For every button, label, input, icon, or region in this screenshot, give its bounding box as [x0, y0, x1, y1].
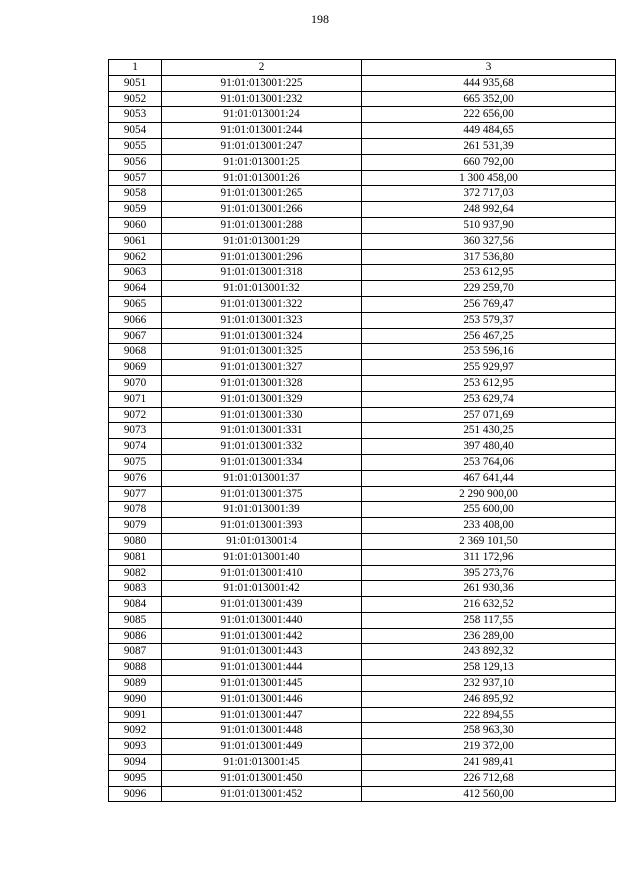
- value-cell: 2 290 900,00: [362, 486, 616, 502]
- value-cell: 449 484,65: [362, 123, 616, 139]
- value-cell: 317 536,80: [362, 249, 616, 265]
- cadastral-number-cell: 91:01:013001:329: [162, 391, 362, 407]
- table-row: [109, 691, 616, 707]
- value-cell: 256 769,47: [362, 296, 616, 312]
- column-header-2: 2: [162, 60, 362, 76]
- value-cell: 222 656,00: [362, 107, 616, 123]
- value-cell: 397 480,40: [362, 439, 616, 455]
- cadastral-number-cell: 91:01:013001:328: [162, 375, 362, 391]
- table-row: [109, 454, 616, 470]
- cadastral-number-cell: 91:01:013001:288: [162, 217, 362, 233]
- cadastral-number-cell: 91:01:013001:244: [162, 123, 362, 139]
- cadastral-number-cell: 91:01:013001:452: [162, 786, 362, 802]
- table-row: [109, 123, 616, 139]
- value-cell: 248 992,64: [362, 202, 616, 218]
- value-cell: 2 369 101,50: [362, 533, 616, 549]
- cadastral-number-cell: 91:01:013001:324: [162, 328, 362, 344]
- cadastral-number-cell: 91:01:013001:39: [162, 502, 362, 518]
- cadastral-number-cell: 91:01:013001:232: [162, 91, 362, 107]
- table-row: [109, 470, 616, 486]
- value-cell: 467 641,44: [362, 470, 616, 486]
- row-number-cell: 9073: [109, 423, 162, 439]
- table-row: [109, 739, 616, 755]
- row-number-cell: 9063: [109, 265, 162, 281]
- value-cell: 412 560,00: [362, 786, 616, 802]
- row-number-cell: 9067: [109, 328, 162, 344]
- row-number-cell: 9059: [109, 202, 162, 218]
- value-cell: 253 629,74: [362, 391, 616, 407]
- registry-table-body: [109, 60, 616, 802]
- table-row: [109, 281, 616, 297]
- cadastral-number-cell: 91:01:013001:449: [162, 739, 362, 755]
- cadastral-number-cell: 91:01:013001:327: [162, 360, 362, 376]
- row-number-cell: 9082: [109, 565, 162, 581]
- value-cell: 241 989,41: [362, 755, 616, 771]
- cadastral-number-cell: 91:01:013001:37: [162, 470, 362, 486]
- row-number-cell: 9087: [109, 644, 162, 660]
- row-number-cell: 9080: [109, 533, 162, 549]
- row-number-cell: 9071: [109, 391, 162, 407]
- row-number-cell: 9072: [109, 407, 162, 423]
- row-number-cell: 9056: [109, 154, 162, 170]
- value-cell: 258 963,30: [362, 723, 616, 739]
- table-row: [109, 217, 616, 233]
- value-cell: 372 717,03: [362, 186, 616, 202]
- value-cell: 236 289,00: [362, 628, 616, 644]
- value-cell: 256 467,25: [362, 328, 616, 344]
- cadastral-number-cell: 91:01:013001:225: [162, 75, 362, 91]
- row-number-cell: 9093: [109, 739, 162, 755]
- value-cell: 253 579,37: [362, 312, 616, 328]
- table-row: [109, 312, 616, 328]
- cadastral-number-cell: 91:01:013001:42: [162, 581, 362, 597]
- table-row: [109, 360, 616, 376]
- cadastral-number-cell: 91:01:013001:296: [162, 249, 362, 265]
- table-row: [109, 138, 616, 154]
- cadastral-number-cell: 91:01:013001:375: [162, 486, 362, 502]
- cadastral-number-cell: 91:01:013001:439: [162, 597, 362, 613]
- value-cell: 253 612,95: [362, 375, 616, 391]
- cadastral-number-cell: 91:01:013001:332: [162, 439, 362, 455]
- table-row: [109, 233, 616, 249]
- row-number-cell: 9061: [109, 233, 162, 249]
- cadastral-number-cell: 91:01:013001:450: [162, 770, 362, 786]
- cadastral-number-cell: 91:01:013001:318: [162, 265, 362, 281]
- row-number-cell: 9091: [109, 707, 162, 723]
- table-row: [109, 375, 616, 391]
- cadastral-number-cell: 91:01:013001:26: [162, 170, 362, 186]
- table-row: [109, 296, 616, 312]
- cadastral-number-cell: 91:01:013001:440: [162, 612, 362, 628]
- value-cell: 251 430,25: [362, 423, 616, 439]
- row-number-cell: 9054: [109, 123, 162, 139]
- cadastral-number-cell: 91:01:013001:25: [162, 154, 362, 170]
- cadastral-number-cell: 91:01:013001:45: [162, 755, 362, 771]
- value-cell: 261 930,36: [362, 581, 616, 597]
- cadastral-number-cell: 91:01:013001:4: [162, 533, 362, 549]
- value-cell: 1 300 458,00: [362, 170, 616, 186]
- value-cell: 226 712,68: [362, 770, 616, 786]
- row-number-cell: 9092: [109, 723, 162, 739]
- table-row: [109, 423, 616, 439]
- table-row: [109, 202, 616, 218]
- value-cell: 395 273,76: [362, 565, 616, 581]
- row-number-cell: 9060: [109, 217, 162, 233]
- cadastral-number-cell: 91:01:013001:442: [162, 628, 362, 644]
- cadastral-number-cell: 91:01:013001:40: [162, 549, 362, 565]
- table-row: [109, 628, 616, 644]
- row-number-cell: 9089: [109, 676, 162, 692]
- cadastral-number-cell: 91:01:013001:29: [162, 233, 362, 249]
- row-number-cell: 9065: [109, 296, 162, 312]
- cadastral-number-cell: 91:01:013001:322: [162, 296, 362, 312]
- table-row: [109, 407, 616, 423]
- table-row: [109, 249, 616, 265]
- table-row: [109, 723, 616, 739]
- row-number-cell: 9088: [109, 660, 162, 676]
- value-cell: 253 596,16: [362, 344, 616, 360]
- row-number-cell: 9057: [109, 170, 162, 186]
- table-row: [109, 707, 616, 723]
- value-cell: 232 937,10: [362, 676, 616, 692]
- cadastral-number-cell: 91:01:013001:334: [162, 454, 362, 470]
- table-row: [109, 344, 616, 360]
- cadastral-number-cell: 91:01:013001:443: [162, 644, 362, 660]
- row-number-cell: 9077: [109, 486, 162, 502]
- table-row: [109, 75, 616, 91]
- value-cell: 311 172,96: [362, 549, 616, 565]
- table-row: [109, 565, 616, 581]
- row-number-cell: 9066: [109, 312, 162, 328]
- cadastral-number-cell: 91:01:013001:265: [162, 186, 362, 202]
- value-cell: 258 117,55: [362, 612, 616, 628]
- value-cell: 255 929,97: [362, 360, 616, 376]
- table-row: [109, 644, 616, 660]
- table-row: [109, 549, 616, 565]
- row-number-cell: 9094: [109, 755, 162, 771]
- value-cell: 229 259,70: [362, 281, 616, 297]
- value-cell: 255 600,00: [362, 502, 616, 518]
- table-row: [109, 676, 616, 692]
- table-row: [109, 391, 616, 407]
- cadastral-number-cell: 91:01:013001:445: [162, 676, 362, 692]
- value-cell: 216 632,52: [362, 597, 616, 613]
- value-cell: 258 129,13: [362, 660, 616, 676]
- row-number-cell: 9074: [109, 439, 162, 455]
- table-row: [109, 597, 616, 613]
- row-number-cell: 9070: [109, 375, 162, 391]
- row-number-cell: 9085: [109, 612, 162, 628]
- cadastral-number-cell: 91:01:013001:325: [162, 344, 362, 360]
- value-cell: 222 894,55: [362, 707, 616, 723]
- row-number-cell: 9052: [109, 91, 162, 107]
- cadastral-number-cell: 91:01:013001:330: [162, 407, 362, 423]
- table-row: [109, 755, 616, 771]
- value-cell: 444 935,68: [362, 75, 616, 91]
- table-row: [109, 186, 616, 202]
- row-number-cell: 9083: [109, 581, 162, 597]
- row-number-cell: 9096: [109, 786, 162, 802]
- table-row: [109, 486, 616, 502]
- cadastral-number-cell: 91:01:013001:323: [162, 312, 362, 328]
- row-number-cell: 9090: [109, 691, 162, 707]
- table-row: [109, 612, 616, 628]
- value-cell: 233 408,00: [362, 518, 616, 534]
- value-cell: 253 764,06: [362, 454, 616, 470]
- row-number-cell: 9075: [109, 454, 162, 470]
- table-row: [109, 533, 616, 549]
- column-header-3: 3: [362, 60, 616, 76]
- row-number-cell: 9062: [109, 249, 162, 265]
- registry-table: [108, 59, 616, 802]
- table-row: [109, 581, 616, 597]
- page-number: 198: [311, 12, 329, 26]
- table-row: [109, 328, 616, 344]
- row-number-cell: 9064: [109, 281, 162, 297]
- value-cell: 253 612,95: [362, 265, 616, 281]
- table-row: [109, 660, 616, 676]
- value-cell: 360 327,56: [362, 233, 616, 249]
- row-number-cell: 9058: [109, 186, 162, 202]
- row-number-cell: 9086: [109, 628, 162, 644]
- table-row: [109, 439, 616, 455]
- column-header-1: 1: [109, 60, 162, 76]
- table-header-row: [109, 60, 616, 76]
- table-row: [109, 502, 616, 518]
- cadastral-number-cell: 91:01:013001:446: [162, 691, 362, 707]
- row-number-cell: 9079: [109, 518, 162, 534]
- cadastral-number-cell: 91:01:013001:448: [162, 723, 362, 739]
- value-cell: 257 071,69: [362, 407, 616, 423]
- row-number-cell: 9055: [109, 138, 162, 154]
- cadastral-number-cell: 91:01:013001:393: [162, 518, 362, 534]
- value-cell: 665 352,00: [362, 91, 616, 107]
- cadastral-number-cell: 91:01:013001:410: [162, 565, 362, 581]
- table-row: [109, 170, 616, 186]
- table-row: [109, 107, 616, 123]
- value-cell: 261 531,39: [362, 138, 616, 154]
- row-number-cell: 9078: [109, 502, 162, 518]
- table-row: [109, 154, 616, 170]
- cadastral-number-cell: 91:01:013001:247: [162, 138, 362, 154]
- value-cell: 660 792,00: [362, 154, 616, 170]
- row-number-cell: 9069: [109, 360, 162, 376]
- cadastral-number-cell: 91:01:013001:24: [162, 107, 362, 123]
- table-row: [109, 265, 616, 281]
- value-cell: 510 937,90: [362, 217, 616, 233]
- row-number-cell: 9084: [109, 597, 162, 613]
- table-row: [109, 770, 616, 786]
- table-row: [109, 518, 616, 534]
- value-cell: 219 372,00: [362, 739, 616, 755]
- table-row: [109, 786, 616, 802]
- cadastral-number-cell: 91:01:013001:447: [162, 707, 362, 723]
- row-number-cell: 9095: [109, 770, 162, 786]
- cadastral-number-cell: 91:01:013001:266: [162, 202, 362, 218]
- row-number-cell: 9051: [109, 75, 162, 91]
- row-number-cell: 9068: [109, 344, 162, 360]
- row-number-cell: 9081: [109, 549, 162, 565]
- value-cell: 246 895,92: [362, 691, 616, 707]
- row-number-cell: 9053: [109, 107, 162, 123]
- cadastral-number-cell: 91:01:013001:331: [162, 423, 362, 439]
- table-row: [109, 91, 616, 107]
- row-number-cell: 9076: [109, 470, 162, 486]
- cadastral-number-cell: 91:01:013001:32: [162, 281, 362, 297]
- value-cell: 243 892,32: [362, 644, 616, 660]
- cadastral-number-cell: 91:01:013001:444: [162, 660, 362, 676]
